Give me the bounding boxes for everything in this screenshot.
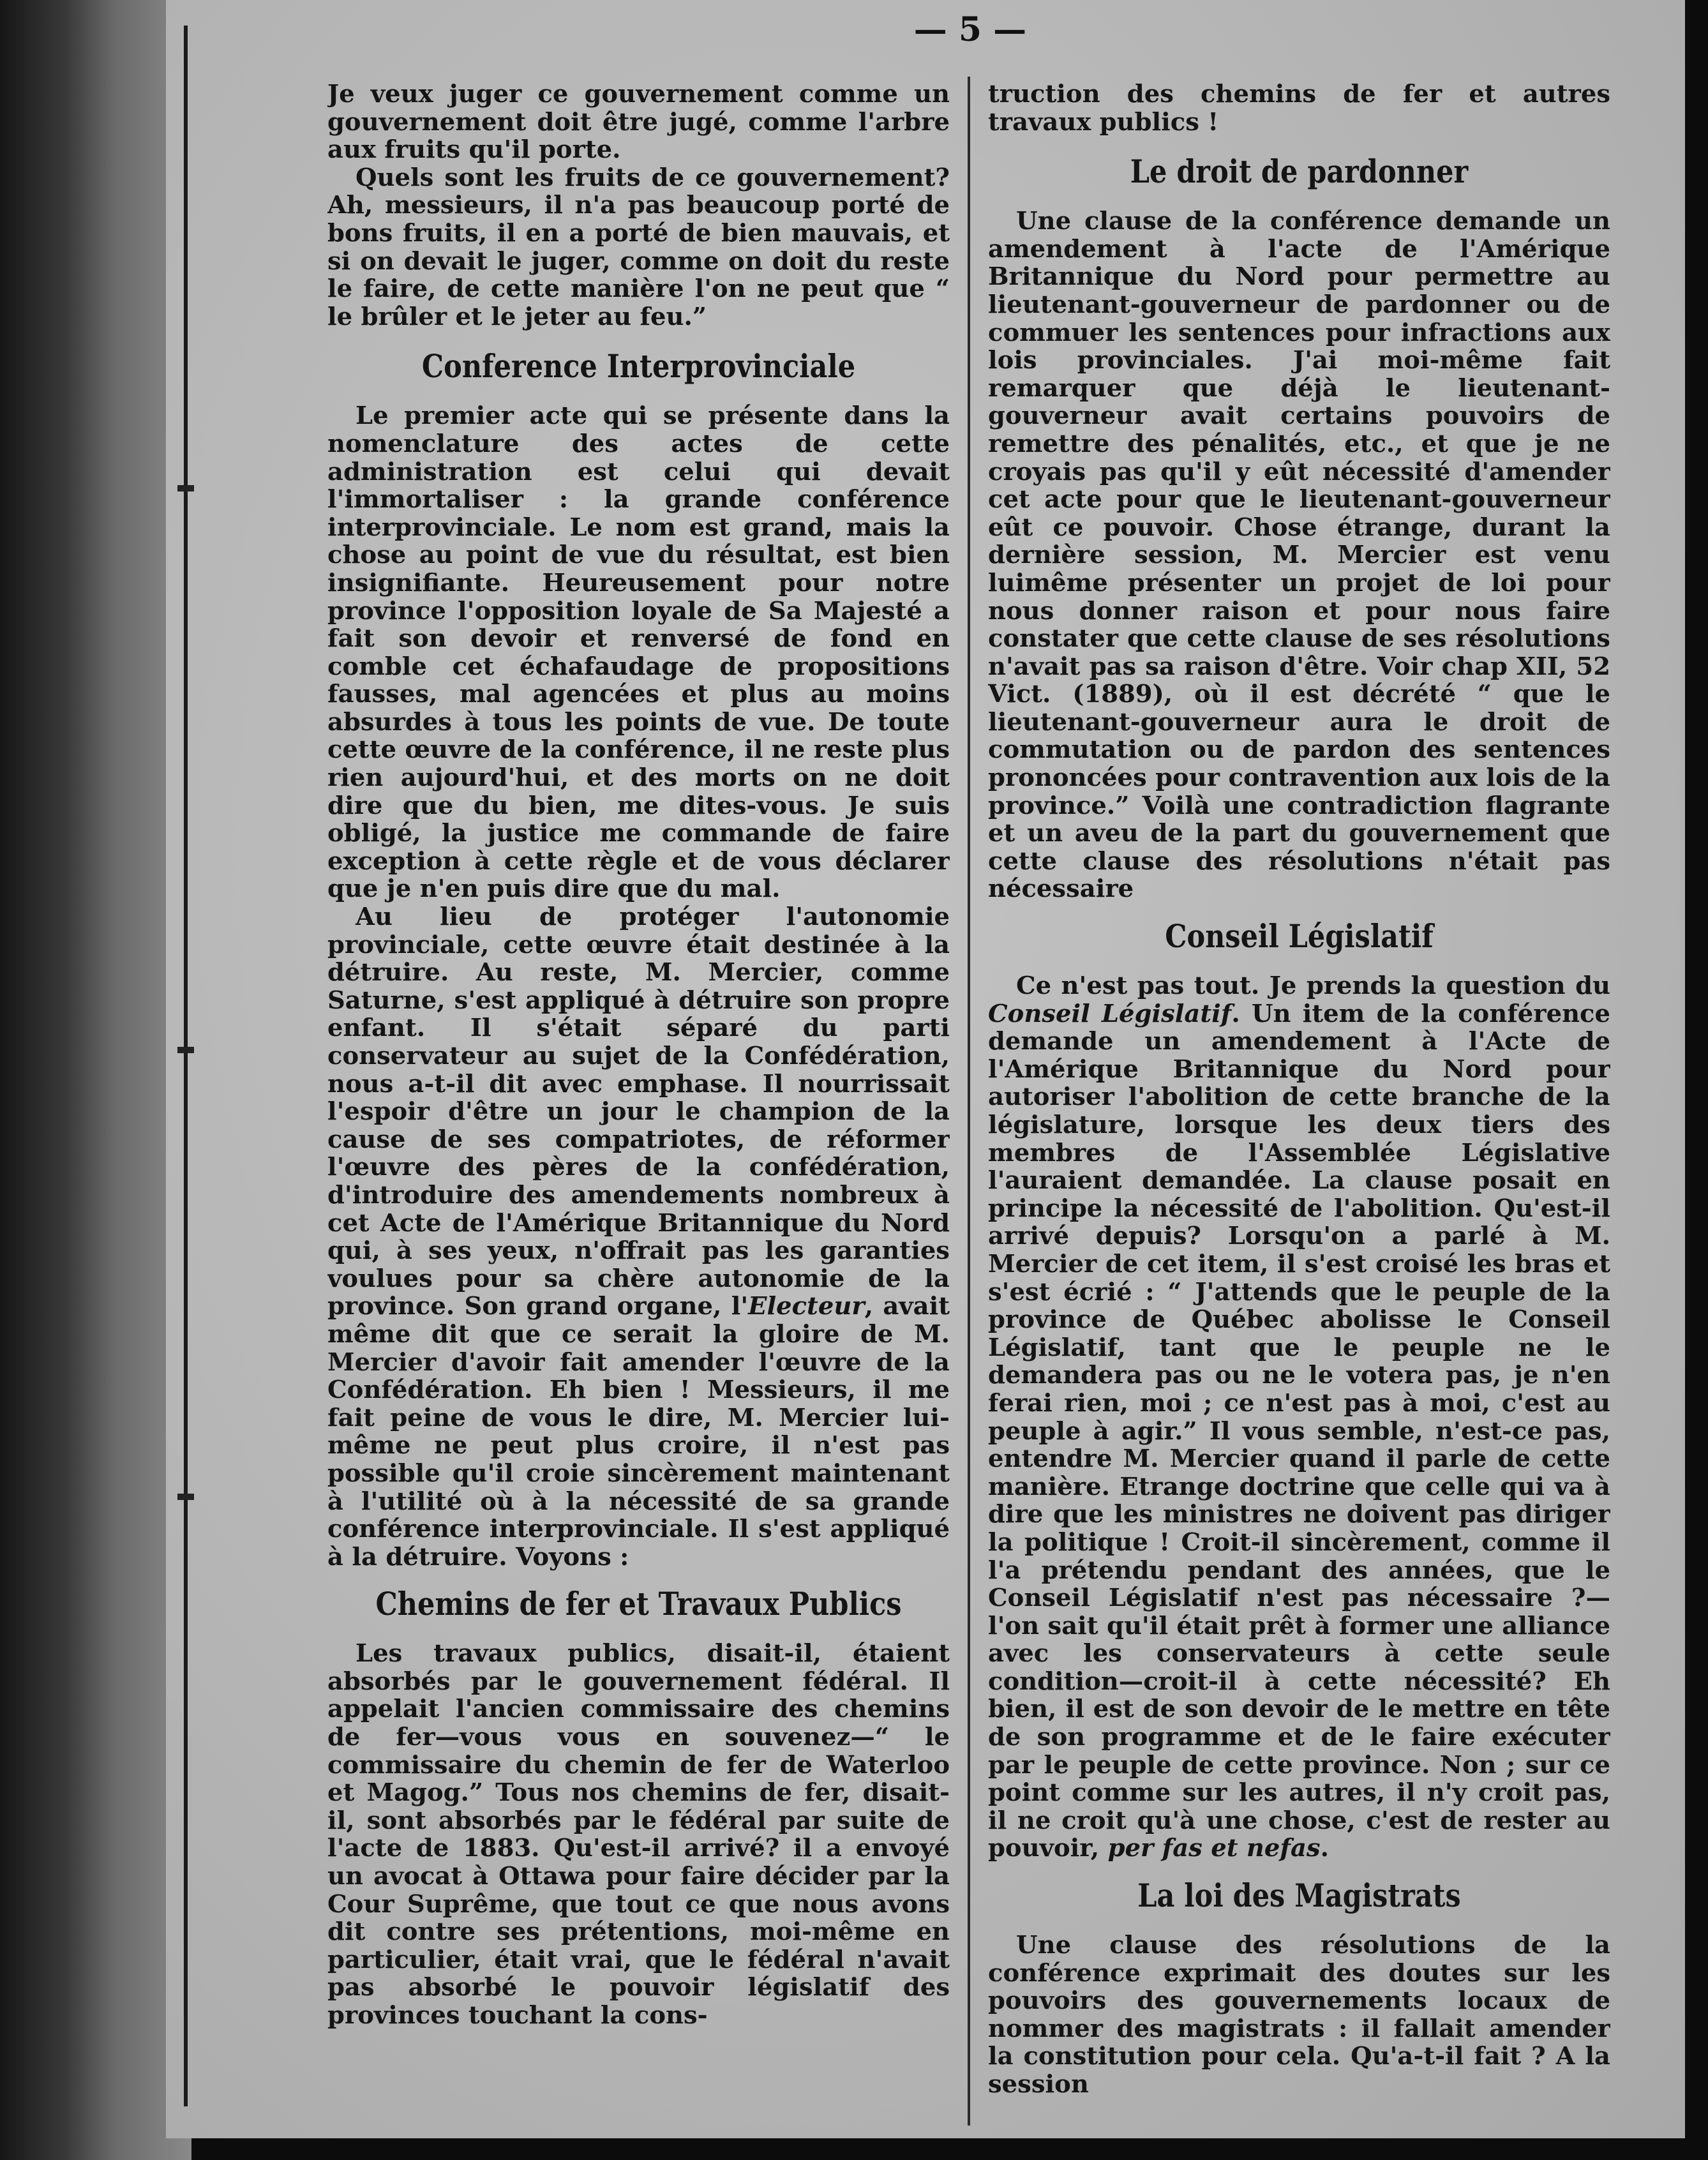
binding-stitch — [177, 1494, 194, 1500]
binding-stitch — [177, 1047, 194, 1053]
page-number: — 5 — — [913, 10, 1027, 49]
paragraph: Une clause de la conférence demande un amendement à l'acte de l'Amérique Britannique du Nord pour permettre au lieutenant-gouverneur de pardonner ou de commuer les sentences pour infractions aux lois provinciales. J'ai moi-même fait remarquer que déjà le lieutenant-gouverneur avait certains pouvoirs de remettre des pénalités, etc., et que je ne croyais pas qu'il y eût nécessité d'amender cet acte pour que le lieutenant-gouverneur eût ce pouvoir. Chose étrange, durant la dernière session, M. Mercier est venu luimême présenter un projet de loi pour nous donner raison et pour nous faire constater que cette clause de ses résolutions n'avait pas sa raison d'être. Voir chap XII, 52 Vict. (1889), où il est décrété “ que le lieutenant-gouverneur aura le droit de commutation ou de pardon des sentences prononcées pour contravention aux lois de la province.” Voilà une contradiction flagrante et un aveu de la part du gouvernement que cette clause des résolutions n'était pas nécessaire — [988, 207, 1610, 904]
text-run: , avait même dit que ce serait la gloire de M. Mercier d'avoir fait amender l'œuvre de la Confédération. Eh bien ! Messieurs, il me fait peine de vous le dire, M. Mercier lui-même ne peut plus croire, il n'est pas possible qu'il croie sincèrement maintenant à l'utilité où à la nécessité de sa grande conférence interprovinciale. Il s'est appliqué à la détruire. Voyons : — [327, 1292, 950, 1571]
paragraph: Quels sont les fruits de ce gouvernement? Ah, messieurs, il n'a pas beaucoup porté de bons fruits, il en a porté de bien mauvais, et si on devait le juger, comme on doit du reste le faire, de cette manière l'on ne peut que “ le brûler et le jeter au feu.” — [327, 163, 950, 331]
section-heading: Le droit de pardonner — [1130, 153, 1469, 191]
text-run: Ce n'est pas tout. Je prends la question du — [1016, 971, 1610, 1001]
right-column — [988, 80, 1610, 2129]
paragraph — [327, 903, 950, 1571]
left-column — [327, 80, 950, 2129]
text-run: Au lieu de protéger l'autonomie provinciale, cette œuvre était destinée à la détruire. Au reste, M. Mercier, comme Saturne, s'est appliqué à détruire son propre enfant. Il s'était séparé du parti conservateur au sujet de la Confédération, nous a-t-il dit avec emphase. Il nourrissait l'espoir d'être un jour le champion de la cause de ses compatriotes, de réformer l'œuvre des pères de la confédération, d'introduire des amendements nombreux à cet Acte de l'Amérique Britannique du Nord qui, à ses yeux, n'offrait pas les garanties voulues pour sa chère autonomie de la province. Son grand organe, l' — [327, 903, 950, 1321]
binding-gutter — [0, 0, 191, 2160]
paragraph: Une clause des résolutions de la conférence exprimait des doutes sur les pouvoirs des gouvernements locaux de nommer des magistrats : il fallait amender la constitution pour cela. Qu'a-t-il fait ? A la session — [988, 1931, 1610, 2099]
italic-text: Electeur — [748, 1292, 865, 1321]
italic-text: Conseil Législatif — [988, 999, 1232, 1028]
column-divider — [968, 77, 970, 2126]
text-run: . Un item de la conférence demande un amendement à l'Acte de l'Amérique Britannique du Nord pour autoriser l'abolition de cette branche de la législature, lorsque les deux tiers des membres de l'Assemblée Législative l'auraient demandée. La clause posait en principe la nécessité de l'abolition. Qu'est-il arrivé depuis? Lorsqu'on a parlé à M. Mercier de cet item, il s'est croisé les bras et s'est écrié : “ J'attends que le peuple de la province de Québec abolisse le Conseil Législatif, tant que le peuple ne le demandera pas ou ne le votera pas, je n'en ferai rien, moi ; ce n'est pas à moi, c'est au peuple à agir.” Il vous semble, n'est-ce pas, entendre M. Mercier quand il parle de cette manière. Etrange doctrine que celle qui va à dire que les ministres ne doivent pas diriger la politique ! Croit-il sincèrement, comme il l'a prétendu pendant des années, que le Conseil Législatif n'est pas nécessaire ?—l'on sait qu'il était prêt à former une alliance avec les conservateurs à cette seule condition—croit-il à cette nécessité? Eh bien, il est de son devoir de le mettre en tête de son programme et de le faire exécuter par le peuple de cette province. Non ; sur ce point comme sur les autres, il n'y croit pas, il ne croit qu'à une chose, c'est de rester au pouvoir, — [988, 999, 1610, 1863]
paragraph: Le premier acte qui se présente dans la nomenclature des actes de cette administration est celui qui devait l'immortaliser : la grande conférence interprovinciale. Le nom est grand, mais la chose au point de vue du résultat, est bien insignifiante. Heureusement pour notre province l'opposition loyale de Sa Majesté a fait son devoir et renversé de fond en comble cet échafaudage de propositions fausses, mal agencées et plus au moins absurdes à tous les points de vue. De toute cette œuvre de la conférence, il ne reste plus rien aujourd'hui, et des morts on ne doit dire que du bien, me dites-vous. Je suis obligé, la justice me commande de faire exception à cette règle et de vous déclarer que je n'en puis dire que du mal. — [327, 401, 950, 904]
binding-stitch — [177, 485, 194, 491]
italic-text: per fas et nefas — [1107, 1834, 1321, 1863]
paragraph — [988, 972, 1610, 1863]
paragraph: truction des chemins de fer et autres travaux publics ! — [988, 80, 1610, 137]
binding-thread — [184, 26, 188, 2106]
section-heading: Conseil Législatif — [1165, 917, 1434, 956]
paragraph: Les travaux publics, disait-il, étaient absorbés par le gouvernement fédéral. Il appelait l'ancien commissaire des chemins de fer—vous vous en souvenez—“ le commissaire du chemin de fer de Waterloo et Magog.” Tous nos chemins de fer, disait-il, sont absorbés par le fédéral par suite de l'acte de 1883. Qu'est-il arrivé? il a envoyé un avocat à Ottawa pour faire décider par la Cour Suprême, que tout ce que nous avons dit contre ses prétentions, moi-même en particulier, était vrai, que le fédéral n'avait pas absorbé le pouvoir législatif des provinces touchant la cons- — [327, 1639, 950, 2030]
text-run: . — [1320, 1834, 1330, 1863]
section-heading: La loi des Magistrats — [1137, 1877, 1461, 1915]
section-heading: Conference Interprovinciale — [421, 347, 856, 386]
paragraph: Je veux juger ce gouvernement comme un gouvernement doit être jugé, comme l'arbre aux fruits qu'il porte. — [327, 80, 950, 165]
section-heading: Chemins de fer et Travaux Publics — [375, 1585, 902, 1623]
